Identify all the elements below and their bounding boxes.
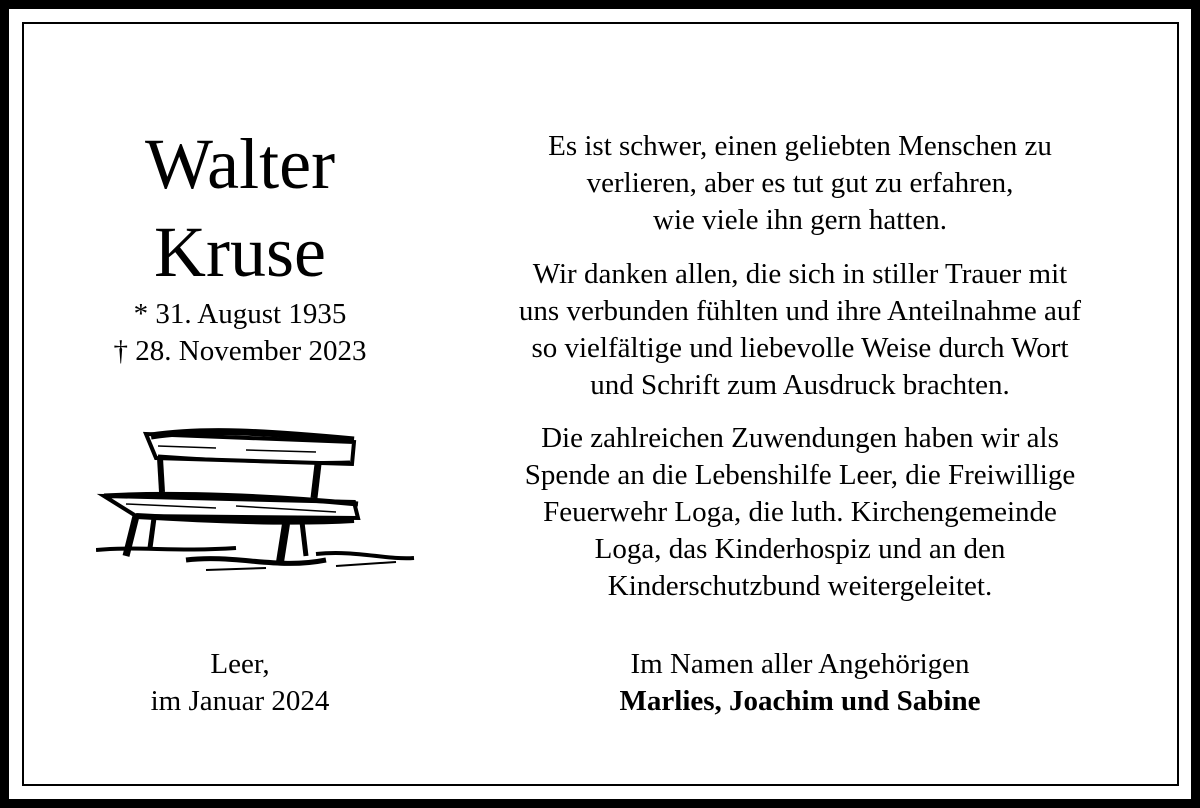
paragraph-line: so vielfältige und liebevolle Weise durch Wort xyxy=(531,332,1069,364)
paragraph-line: Feuerwehr Loga, die luth. Kirchengemeinde xyxy=(543,496,1057,528)
paragraph-line: Wir danken allen, die sich in stiller Trauer mit xyxy=(532,258,1068,290)
birth-date: * 31. August 1935 xyxy=(133,298,347,330)
paragraph-line: und Schrift zum Ausdruck brachten. xyxy=(590,369,1010,401)
paragraph-line: Kinderschutzbund weitergeleitet. xyxy=(607,570,993,602)
paragraph-line: Die zahlreichen Zuwendungen haben wir als xyxy=(541,422,1059,454)
paragraph-line: Spende an die Lebenshilfe Leer, die Freiwillige xyxy=(524,459,1076,491)
paragraph-2 xyxy=(470,256,1130,404)
closing-line: Im Namen aller Angehörigen xyxy=(630,648,970,680)
place: Leer, xyxy=(210,648,270,680)
death-date: † 28. November 2023 xyxy=(113,335,367,367)
paragraph-line: verlieren, aber es tut gut zu erfahren, xyxy=(586,167,1014,199)
deceased-first-name: Walter xyxy=(144,124,336,204)
signers: Marlies, Joachim und Sabine xyxy=(619,685,981,717)
paragraph-1 xyxy=(470,128,1130,239)
bench-illustration-icon xyxy=(96,420,416,580)
date: im Januar 2024 xyxy=(150,685,330,717)
paragraph-line: Loga, das Kinderhospiz und an den xyxy=(594,533,1006,565)
deceased-last-name: Kruse xyxy=(154,212,326,292)
paragraph-line: Es ist schwer, einen geliebten Menschen zu xyxy=(548,130,1052,162)
paragraph-line: uns verbunden fühlten und ihre Anteilnahme auf xyxy=(518,295,1082,327)
paragraph-3 xyxy=(470,420,1130,605)
paragraph-line: wie viele ihn gern hatten. xyxy=(653,204,947,236)
